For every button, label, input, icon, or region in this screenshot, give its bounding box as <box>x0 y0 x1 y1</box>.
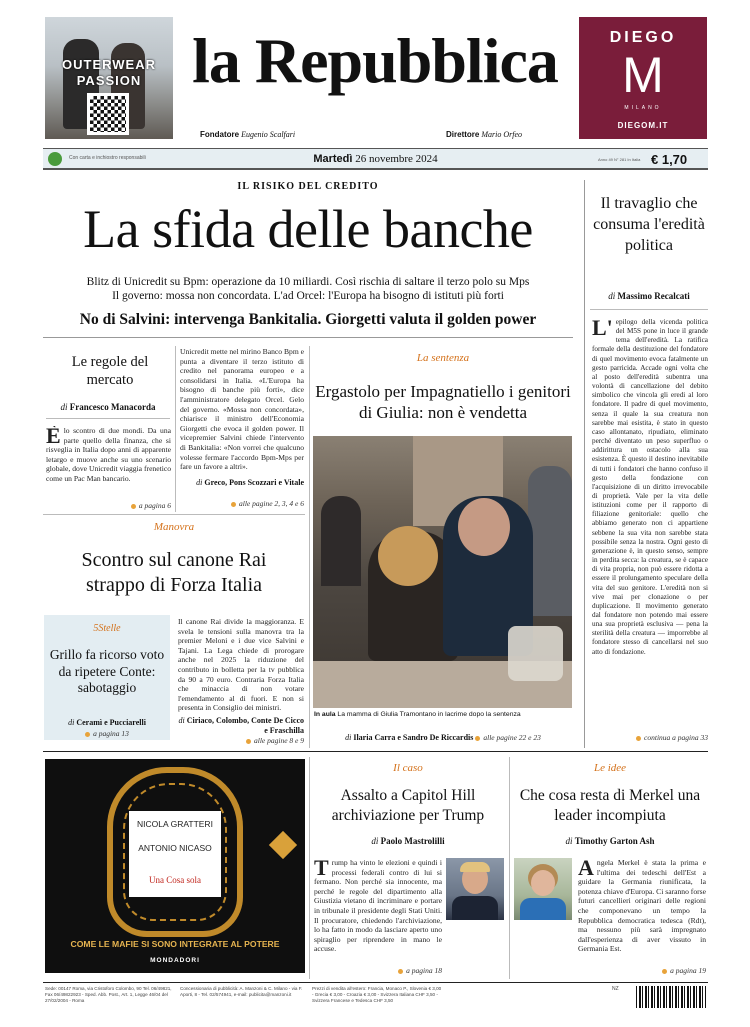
bottom-section-rule <box>43 751 708 752</box>
sentenza-photo[interactable] <box>313 436 572 708</box>
merkel-photo[interactable] <box>514 858 572 920</box>
photo-mother-hair <box>378 526 438 586</box>
recalcati-author: Massimo Recalcati <box>617 291 690 301</box>
idee-text: ngela Merkel è stata la prima e l'ultima dei tedeschi dell'Est a guidare la Germania riunificata, la potenza chiave d'Europa. Ci saranno forse futuri cancellieri originari delle regioni che componevano un tempo la Repubblica democratica tedesca (Rdt), ma nessuno più sarà impregnato dall'esperienza di aver vissuto in Germania Est. <box>578 858 706 954</box>
idee-jump[interactable] <box>578 966 706 975</box>
caso-dropcap: T <box>314 858 329 880</box>
footer-rule <box>43 982 708 983</box>
col-divider-1 <box>175 346 176 512</box>
regole-jump[interactable] <box>46 501 171 510</box>
manovra-top-rule <box>43 514 305 515</box>
director-line <box>446 130 522 139</box>
strip-right-text: Anno 49 N° 281 In Italia <box>598 157 641 162</box>
merkel-jacket <box>520 898 566 920</box>
sentenza-byline-pre: di <box>345 733 352 742</box>
stelle-headline[interactable]: Grillo fa ricorso voto da ripetere Conte: sabotaggio <box>49 647 165 695</box>
merkel-head <box>531 870 555 896</box>
jump-dot-icon <box>662 969 667 974</box>
idee-byline-pre: di <box>565 836 573 846</box>
manovra-text: Il canone Rai divide la maggioranza. E svela le tensioni sulla manovra tra la premier Meloni e i due vice Salvini e Tajani. La Lega chiede di prorogare anche nel 2025 la riduzione del contributo in bolletta per la tv pubblica da 90 a 70 euro. Contraria Forza Italia che minaccia di non votare l'emendamento al di fuori. E non si presenta in Consiglio dei ministri. <box>178 617 304 713</box>
regole-byline-pre: di <box>60 402 68 412</box>
regole-dropcap: È <box>46 426 61 448</box>
regole-body <box>46 426 171 498</box>
caso-jump[interactable] <box>314 966 442 975</box>
idee-body <box>578 858 706 962</box>
stelle-jump[interactable] <box>44 729 170 738</box>
sentenza-headline[interactable]: Ergastolo per Impagnatiello i genitori di Giulia: non è vendetta <box>315 382 571 422</box>
trump-hair <box>460 862 490 872</box>
col-divider-4 <box>509 757 510 979</box>
regole-byline <box>43 402 173 412</box>
founder-line <box>200 130 295 139</box>
lead-subhead-2: Il governo: mossa non concordata. L'ad Orcel: l'Europa ha bisogno di istituti più forti <box>112 290 504 302</box>
director-name: Mario Orfeo <box>481 130 523 139</box>
date-strip <box>43 148 708 170</box>
unicredit-text: Unicredit mette nel mirino Banco Bpm e punta a diventare il terzo istituto di credito nel panorama europeo e a consolidarsi in Italia. «L'Europa ha bisogno di banche più forti», dice l'amministratore delegato Orcel. Gelo del governo. «Mossa non concordata», chiarisce il ministro dell'Economia Giorgetti che evoca il golden power. Il vicepremier Salvini chiede l'intervento di Bankitalia: «Non vorrei che qualcuno volesse fermare l'accordo Bpm-Mps per fare un favore a altri». <box>180 347 304 472</box>
jump-dot-icon <box>398 969 403 974</box>
sentenza-byline-line <box>312 733 574 742</box>
book-author-2: ANTONIO NICASO <box>138 843 212 853</box>
sentenza-authors: Ilaria Carra e Sandro De Riccardis <box>353 733 474 742</box>
recalcati-byline <box>590 291 708 301</box>
ad-diego-brand: DIEGO <box>609 29 677 46</box>
stelle-authors: Ceramì e Pucciarelli <box>76 718 146 727</box>
footer-col-2: Concessionaria di pubblicità: A. Manzoni & C. Milano - via F. Aporti, 8 - Tel. 02/574941, e-mail: publicita@manzoni.it <box>180 986 303 997</box>
sentenza-kicker: La sentenza <box>416 352 470 364</box>
book-title: Una Cosa sola <box>149 875 201 885</box>
unicredit-byline <box>180 478 304 488</box>
price: € 1,70 <box>651 152 688 167</box>
ad-diego-letter: M <box>622 47 664 103</box>
stelle-byline-pre: di <box>68 718 75 727</box>
recalcati-jump-text: continua a pagina 33 <box>644 733 708 742</box>
photo-son-head <box>458 498 510 556</box>
idee-jump-text: a pagina 19 <box>670 966 706 975</box>
idee-headline[interactable]: Che cosa resta di Merkel una leader incompiuta <box>519 787 701 824</box>
caso-body <box>314 858 442 962</box>
column-divider-right <box>584 180 585 748</box>
manovra-authors: Ciriaco, Colombo, Conte De Cicco e Fraschilla <box>186 716 304 735</box>
caso-byline-pre: di <box>371 836 379 846</box>
qr-code-icon <box>87 93 129 135</box>
recalcati-dropcap: L' <box>592 318 613 340</box>
manovra-byline <box>178 716 304 735</box>
jump-dot-icon <box>231 502 236 507</box>
footer-page-code: NZ <box>612 986 619 992</box>
unicredit-byline-pre: di <box>196 478 203 487</box>
unicredit-authors: Greco, Pons Scozzari e Vitale <box>204 478 304 487</box>
jump-dot-icon <box>636 736 641 741</box>
idee-kicker: Le idee <box>593 762 627 774</box>
jump-dot-icon <box>85 732 90 737</box>
caso-kicker: Il caso <box>393 762 423 774</box>
photo-person-bg-1 <box>321 496 361 586</box>
idee-byline <box>512 836 708 846</box>
jump-dot-icon <box>131 504 136 509</box>
footer-col-1: Sede: 00147 Roma, via Cristoforo Colombo, 90 Tel. 06/49821, Fax 06/49822923 - Sped. Abb. Post., Art. 1, Legge 46/04 del 27/02/2004 - Roma <box>45 986 172 1003</box>
unicredit-jump[interactable] <box>180 499 304 508</box>
ad-outerwear-line2: PASSION <box>76 73 142 88</box>
ad-diego-m[interactable] <box>579 17 707 139</box>
unicredit-body <box>180 347 304 475</box>
barcode-icon <box>636 986 706 1008</box>
masthead-title: la Repubblica <box>192 25 558 96</box>
manovra-byline-pre: di <box>178 716 185 725</box>
trump-suit <box>452 896 498 920</box>
sentenza-caption-bold: In aula <box>314 711 336 718</box>
caso-author: Paolo Mastrolilli <box>380 836 445 846</box>
founder-label: Fondatore <box>200 130 240 139</box>
date-weekday: Martedì <box>313 153 353 165</box>
unicredit-jump-text: alle pagine 2, 3, 4 e 6 <box>239 499 304 508</box>
book-author-1: NICOLA GRATTERI <box>137 819 213 829</box>
recalcati-byline-pre: di <box>608 291 616 301</box>
caso-byline <box>312 836 504 846</box>
founder-name: Eugenio Scalfari <box>241 130 296 139</box>
regole-author: Francesco Manacorda <box>69 402 156 412</box>
col-divider-2 <box>309 346 310 748</box>
trump-photo[interactable] <box>446 858 504 920</box>
footer-col-3: Prezzi di vendita all'estero: Francia, Monaco P., Slovenia € 3,00 - Grecia € 3,00 - Croazia € 3,00 - Svizzera Italiana CHF 3,50 - Svizzera Francese e Tedesca CHF 3,50 <box>312 986 442 1003</box>
jump-dot-icon <box>475 736 480 741</box>
sentenza-caption <box>314 711 574 718</box>
lead-headline[interactable]: La sfida delle banche <box>83 199 533 259</box>
lead-subhead-1: Blitz di Unicredit su Bpm: operazione da 10 miliardi. Così rischia di saltare il terzo polo su Mps <box>86 276 530 288</box>
col-divider-3 <box>309 757 310 979</box>
manovra-headline[interactable]: Scontro sul canone Rai strappo di Forza Italia <box>81 549 267 596</box>
regole-text: lo scontro di due mondi. Da una parte quello della finanza, che si risveglia in Italia dopo anni di apparente letargo e muove anche su uno scenario globale, dove Unicredit viaggia frenetico come un Pac Man bancario. <box>46 426 171 483</box>
manovra-jump[interactable] <box>178 736 304 745</box>
lead-secondary[interactable]: No di Salvini: intervenga Bankitalia. Giorgetti valuta il golden power <box>79 311 537 328</box>
book-tagline: COME LE MAFIE SI SONO INTEGRATE AL POTERE <box>70 939 280 949</box>
ad-outerwear-line1: OUTERWEAR <box>62 57 156 72</box>
photo-person-bg-2 <box>528 466 572 616</box>
book-ad[interactable] <box>45 759 305 973</box>
caso-text: rump ha vinto le elezioni e quindi i processi federali contro di lui si fermano. Non perché sia innocente, ma perché le regole del dipartimento alla Giustizia vietano di incriminare e portare in tribunale il presidente degli Stati Uniti. Il procuratore, chiedendo l'archiviazione, lo ha fatto in modo da lasciare aperto uno spiraglio per riprendere in mano le accuse. <box>314 858 442 954</box>
recalcati-title[interactable]: Il travaglio che consuma l'eredità politica <box>593 195 705 254</box>
director-label: Direttore <box>446 130 480 139</box>
recalcati-divider <box>590 309 708 310</box>
caso-jump-text: a pagina 18 <box>406 966 442 975</box>
manovra-body <box>178 617 304 715</box>
ad-outerwear[interactable] <box>45 17 173 139</box>
stelle-byline <box>44 718 170 727</box>
stelle-jump-text: a pagina 13 <box>93 729 129 738</box>
jump-dot-icon <box>246 739 251 744</box>
regole-divider <box>46 418 170 419</box>
sentenza-jump[interactable]: alle pagine 22 e 23 <box>483 733 541 742</box>
regole-title[interactable]: Le regole del mercato <box>71 354 149 388</box>
manovra-jump-text: alle pagine 8 e 9 <box>254 736 304 745</box>
regole-jump-text: a pagina 6 <box>138 501 171 510</box>
idee-author: Timothy Garton Ash <box>574 836 655 846</box>
caso-headline[interactable]: Assalto a Capitol Hill archiviazione per Trump <box>331 787 485 824</box>
ad-diego-city: MILANO <box>624 105 662 111</box>
recalcati-text: epilogo della vicenda politica del M5S pone in luce il grande tema dell'eredità. La ratifica formale della destituzione del fondatore di quel movimento evoca fatalmente un gesto parricida. Accade ogni volta che al posto dell'eredità subentra una volontà di cancellazione del debito simbolico che vincola gli eredi al loro fondatore. Il padre di quel movimento, senza il quale la sua creatura non sarebbe mai esistita, è stato in questo caso allontanato, ripudiato, eliminato perché diventato un peso superfluo o addirittura un ostacolo alla sua esistenza. È questo il destino inevitabile di tutti i fondatori che hanno confuso il gesto della fondazione con l'acquisizione di un diritto irrevocabile di proprietà. Vale per la vita delle istituzioni come per il rapporto di filiazione genitoriale: quello che abbiamo generato non ci appartiene sebbene la sua vita non sarebbe stata possibile senza la nostra. Ogni gesto di generazione è, in questo senso, sempre in perdita secca: la creatura, se è capace di vita propria, non può essere ridotta a essere il prolungamento speculare della vita del suo genitore. L'eredità non si vive mai per clonazione o per duplicazione. Il movimento generato dal fondatore non potendo mai essere una sua proprietà esclusiva — pena la sterilità della creatura — imporrebbe al fondatore stesso di cancellarsi nel suo atto di fondazione. <box>592 318 708 656</box>
photo-flowers <box>508 626 563 681</box>
date-value: 26 novembre 2024 <box>355 153 438 165</box>
manovra-kicker: Manovra <box>153 521 195 533</box>
idee-dropcap: A <box>578 858 594 880</box>
recalcati-jump[interactable] <box>600 733 708 742</box>
ad-diego-url: DIEGOM.IT <box>617 121 669 130</box>
stelle-kicker: 5Stelle <box>93 623 121 634</box>
strip-left-text: Con carta e inchiostro responsabili <box>69 155 146 161</box>
book-publisher: MONDADORI <box>150 957 200 964</box>
lead-bottom-rule <box>43 337 573 338</box>
recalcati-body <box>592 318 708 728</box>
sentenza-caption-text: La mamma di Giulia Tramontano in lacrime dopo la sentenza <box>337 711 521 718</box>
lead-kicker: IL RISIKO DEL CREDITO <box>237 181 379 192</box>
badge-diamond-icon <box>269 831 297 859</box>
